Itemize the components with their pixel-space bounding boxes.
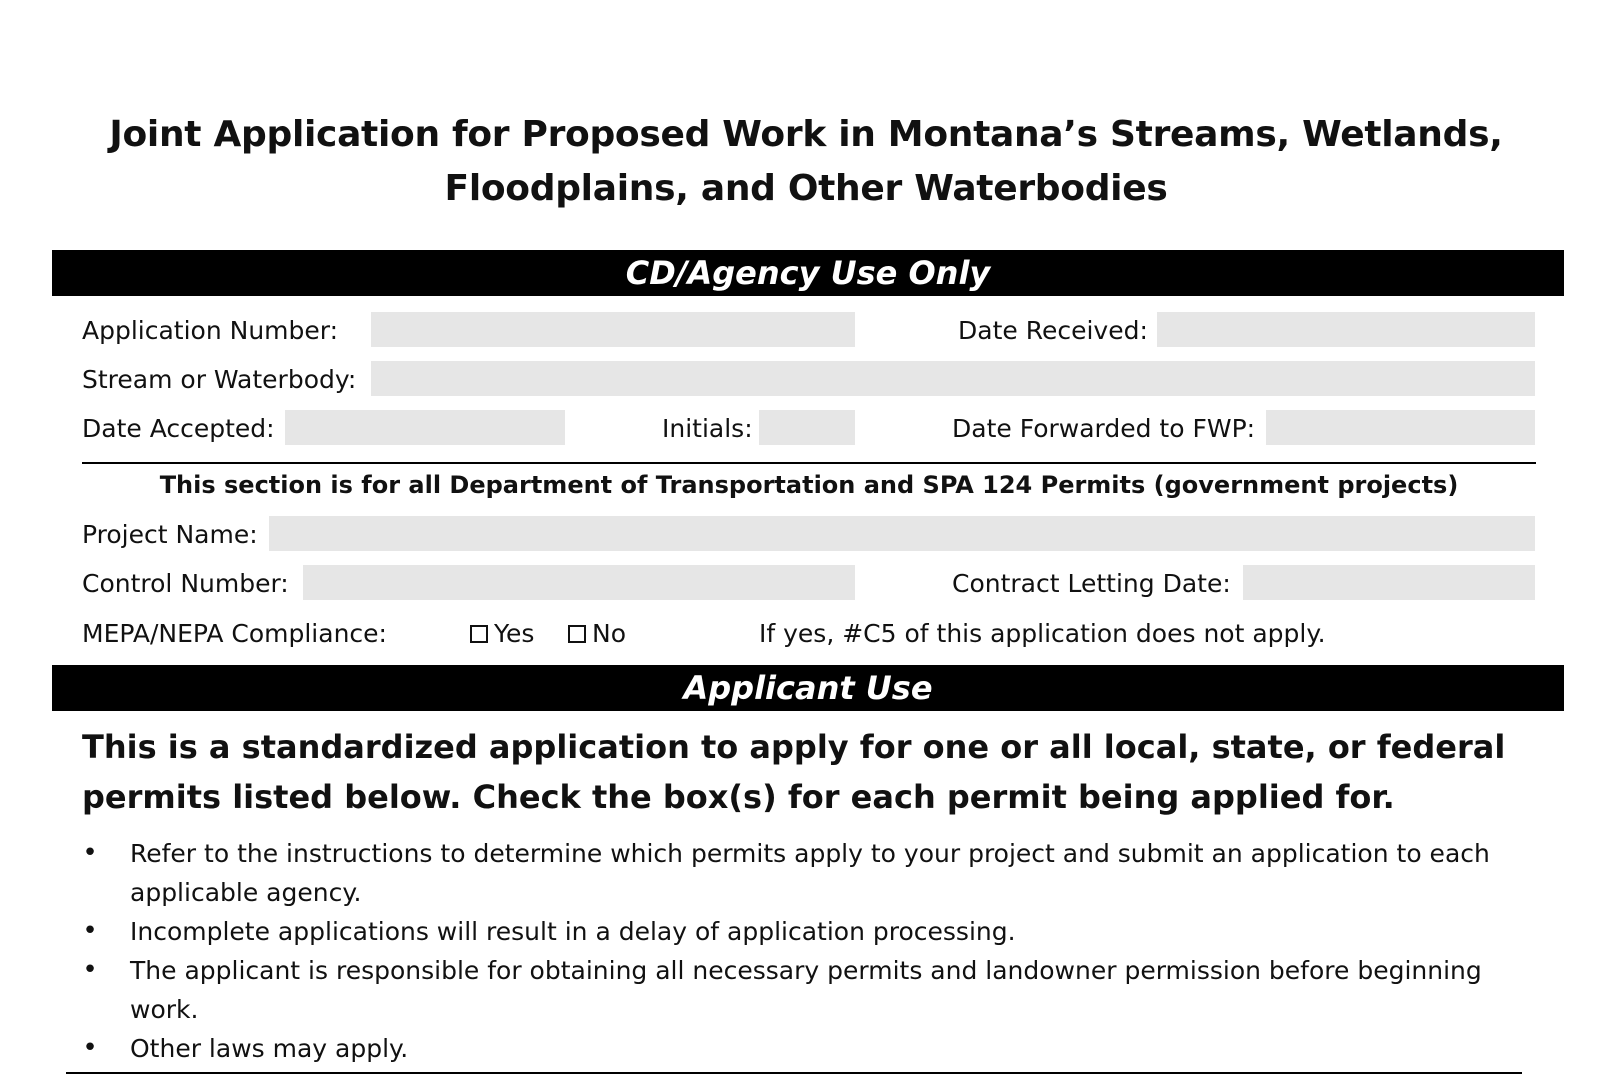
section-divider bbox=[82, 462, 1536, 464]
list-item bbox=[80, 834, 1560, 912]
control-number-field[interactable] bbox=[303, 565, 855, 600]
application-number-field[interactable] bbox=[371, 312, 855, 347]
applicant-intro bbox=[82, 722, 1552, 822]
bullet-icon: • bbox=[82, 955, 98, 985]
list-item-text: Other laws may apply. bbox=[130, 1034, 409, 1063]
date-received-label: Date Received: bbox=[958, 316, 1148, 345]
contract-letting-date-field[interactable] bbox=[1243, 565, 1535, 600]
page-title bbox=[0, 108, 1612, 216]
applicant-intro-line-1: This is a standardized application to apply for one or all local, state, or federal bbox=[82, 728, 1506, 766]
list-item bbox=[80, 1029, 1560, 1068]
initials-field[interactable] bbox=[759, 410, 855, 445]
bullet-icon: • bbox=[82, 1033, 98, 1063]
date-accepted-field[interactable] bbox=[285, 410, 565, 445]
date-received-field[interactable] bbox=[1157, 312, 1535, 347]
stream-waterbody-label: Stream or Waterbody: bbox=[82, 365, 357, 394]
applicant-intro-line-2: permits listed below. Check the box(s) for each permit being applied for. bbox=[82, 778, 1395, 816]
instruction-list bbox=[80, 834, 1560, 1068]
mepa-nepa-label: MEPA/NEPA Compliance: bbox=[82, 619, 387, 648]
list-item bbox=[80, 912, 1560, 951]
mepa-yes-checkbox[interactable] bbox=[470, 625, 488, 643]
initials-label: Initials: bbox=[662, 414, 753, 443]
control-number-label: Control Number: bbox=[82, 569, 289, 598]
applicant-use-header: Applicant Use bbox=[52, 665, 1564, 711]
application-number-label: Application Number: bbox=[82, 316, 339, 345]
stream-waterbody-field[interactable] bbox=[371, 361, 1535, 396]
date-forwarded-field[interactable] bbox=[1266, 410, 1535, 445]
date-accepted-label: Date Accepted: bbox=[82, 414, 275, 443]
mepa-no-checkbox[interactable] bbox=[568, 625, 586, 643]
mepa-no-option[interactable] bbox=[568, 617, 626, 651]
page-title-line-2: Floodplains, and Other Waterbodies bbox=[444, 168, 1168, 209]
bullet-icon: • bbox=[82, 916, 98, 946]
list-item-text-continued: work. bbox=[130, 995, 199, 1024]
page-title-line-1: Joint Application for Proposed Work in Montana’s Streams, Wetlands, bbox=[109, 114, 1503, 155]
mepa-no-label: No bbox=[592, 619, 626, 648]
mepa-note: If yes, #C5 of this application does not apply. bbox=[759, 619, 1326, 648]
dot-section-heading: This section is for all Department of Transportation and SPA 124 Permits (government projects) bbox=[159, 471, 1459, 499]
project-name-label: Project Name: bbox=[82, 520, 258, 549]
agency-use-header: CD/Agency Use Only bbox=[52, 250, 1564, 296]
list-item bbox=[80, 951, 1560, 1029]
mepa-yes-option[interactable] bbox=[470, 617, 534, 651]
bullet-icon: • bbox=[82, 838, 98, 868]
list-item-text-continued: applicable agency. bbox=[130, 878, 362, 907]
list-item-text: Incomplete applications will result in a delay of application processing. bbox=[130, 917, 1016, 946]
list-item-text: The applicant is responsible for obtaining all necessary permits and landowner permission before beginning bbox=[130, 956, 1482, 985]
list-item-text: Refer to the instructions to determine which permits apply to your project and submit an application to each bbox=[130, 839, 1490, 868]
mepa-yes-label: Yes bbox=[494, 619, 535, 648]
date-forwarded-label: Date Forwarded to FWP: bbox=[952, 414, 1256, 443]
contract-letting-date-label: Contract Letting Date: bbox=[952, 569, 1231, 598]
project-name-field[interactable] bbox=[269, 516, 1535, 551]
